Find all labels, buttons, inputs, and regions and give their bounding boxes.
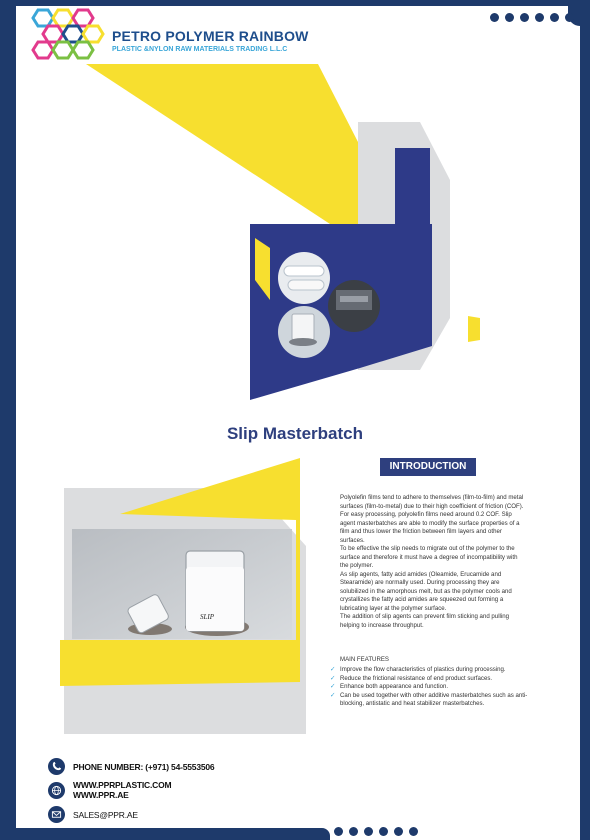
phone-icon (48, 758, 65, 775)
yellow-band (86, 64, 358, 224)
brand-subtitle: PLASTIC &NYLON RAW MATERIALS TRADING L.L.C (112, 46, 288, 53)
phone-number[interactable]: PHONE NUMBER: (+971) 54-5553506 (73, 761, 215, 772)
film-rolls-photo (278, 252, 330, 304)
feature-item: ✓ Enhance both appearance and function. (330, 683, 449, 690)
frame-bottom (0, 828, 330, 840)
feature-item: ✓ Reduce the frictional resistance of end product surfaces. (330, 674, 493, 682)
page-title: Slip Masterbatch (226, 424, 364, 443)
intro-badge: INTRODUCTION (380, 458, 476, 476)
feature-item: ✓ Improve the flow characteristics of plastics during processing. (330, 666, 506, 673)
contact-web (48, 780, 171, 800)
intro-text (340, 494, 525, 630)
bottom-dots (334, 827, 418, 836)
navy-strip (395, 148, 430, 232)
website-link[interactable]: WWW.PPRPLASTIC.COM (73, 780, 172, 790)
check-icon: ✓ (330, 666, 336, 673)
product-photo (72, 529, 292, 639)
globe-icon (48, 782, 65, 799)
website-link[interactable]: WWW.PPR.AE (73, 790, 129, 800)
features-list (330, 666, 530, 709)
intro-paragraph: The addition of slip agents can prevent film sticking and pulling helping to increase throughput. (340, 613, 510, 629)
email-address[interactable]: SALES@PPR.AE (73, 809, 138, 820)
intro-paragraph: To be effective the slip needs to migrate out of the polymer to the surface and therefore it must have a degree of incompatibility with the polymer. (340, 545, 518, 569)
website-links (73, 780, 171, 800)
mail-icon (48, 806, 65, 823)
contact-email (48, 806, 138, 823)
intro-paragraph: Polyolefin films tend to adhere to themselves (film-to-film) and metal surfaces (film-to-metal) due to their high coefficient of friction (COF). For easy processing, polyolefin films need around 0.2 COF. Slip agent masterbatches are able to modify the surface properties of a film and thus lower the friction between film layers and other surfaces. (340, 494, 524, 544)
check-icon: ✓ (330, 674, 336, 682)
features-heading: MAIN FEATURES (340, 656, 389, 663)
intro-paragraph: As slip agents, fatty acid amides (Oleamide, Erucamide and Stearamide) are normally used. During processing they are solubilized in the amorphous melt, but as the polymer cools and crystallizes the fatty acid amides are squeezed out forming a lubricating layer at the polymer surface. (340, 570, 512, 612)
yellow-tab (468, 316, 480, 342)
contact-phone (48, 758, 214, 775)
brand-name: PETRO POLYMER RAINBOW (112, 28, 309, 44)
check-icon: ✓ (330, 691, 336, 699)
check-icon: ✓ (330, 683, 336, 690)
jar-label: SLIP (200, 613, 214, 621)
feature-item: ✓ Can be used together with other additive masterbatches such as anti-blocking, antistatic and heat stabilizer masterbatches. (330, 691, 528, 707)
